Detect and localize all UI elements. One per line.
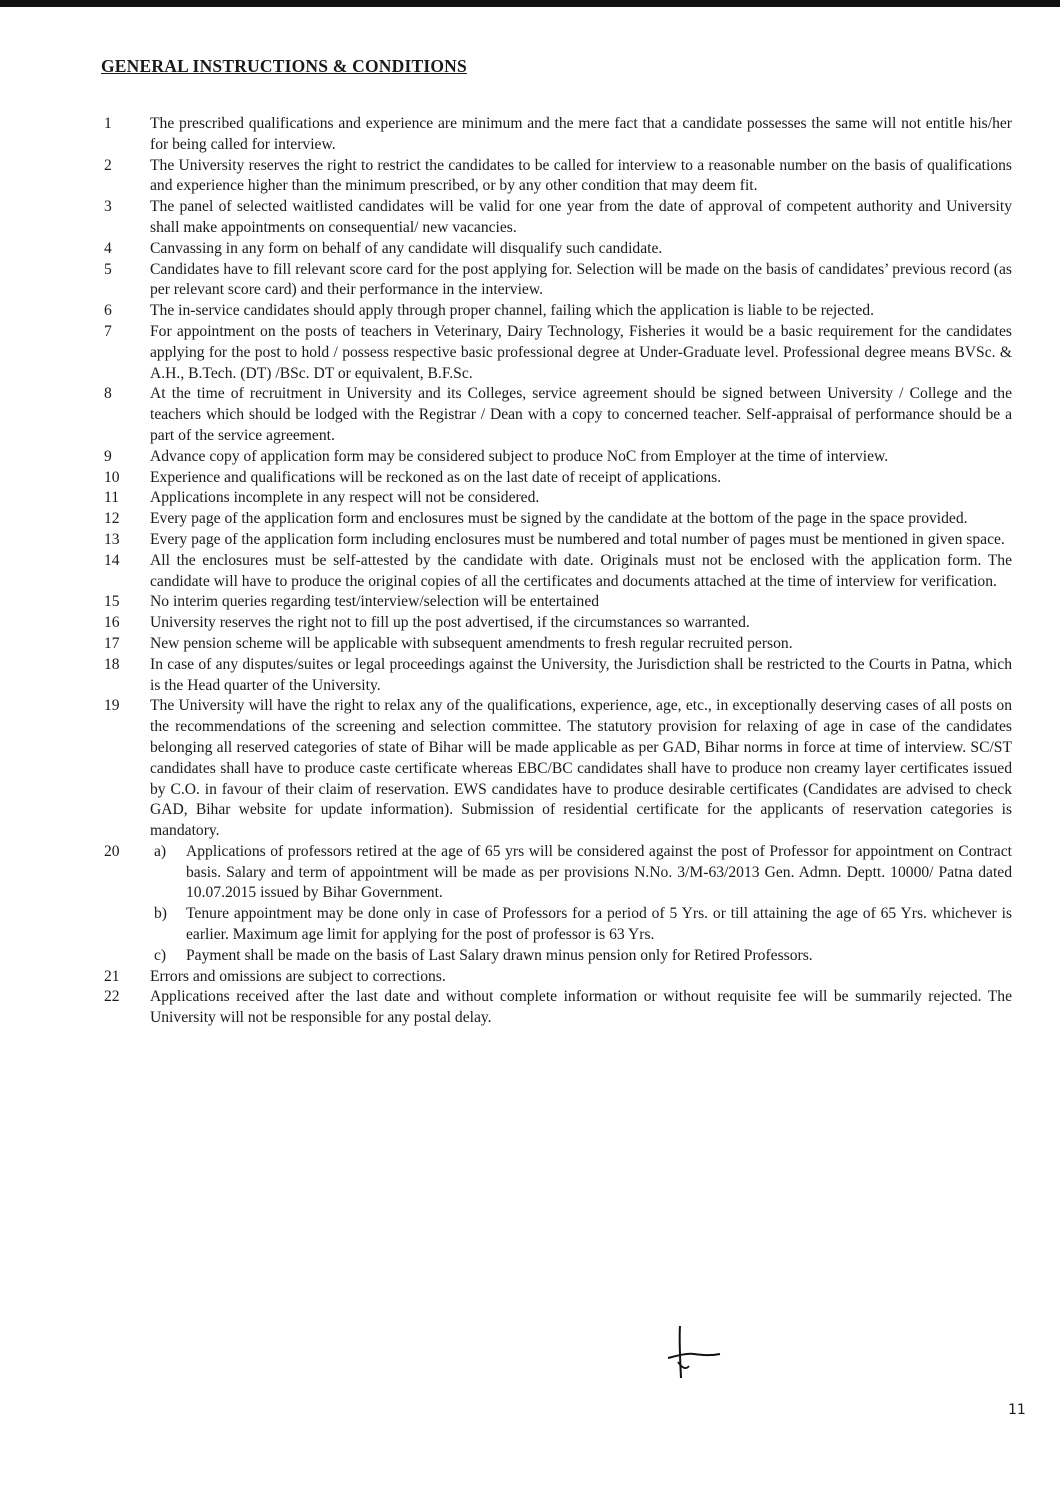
item-text: At the time of recruitment in University and its Colleges, service agreement should be signed between University / College and the teachers which should be lodged with the Registrar / Dean with a copy to concerned teacher. Self-appraisal of performance should be a part of the service agreement.	[150, 385, 1012, 444]
item-text: New pension scheme will be applicable with subsequent amendments to fresh regular recruited person.	[150, 634, 793, 652]
item-number: 16	[104, 614, 120, 632]
item-text: Errors and omissions are subject to corrections.	[150, 967, 446, 985]
list-item	[104, 197, 1012, 239]
list-item	[104, 987, 1012, 1029]
list-item	[104, 967, 1012, 988]
item-text: The prescribed qualifications and experience are minimum and the mere fact that a candidate possesses the same will not entitle his/her for being called for interview.	[150, 115, 1012, 153]
list-item	[104, 322, 1012, 384]
list-item	[104, 260, 1012, 302]
subitem-letter: c)	[154, 946, 167, 964]
item-text: Applications incomplete in any respect will not be considered.	[150, 489, 540, 507]
subitem	[150, 946, 1012, 967]
list-item	[104, 468, 1012, 489]
list-item	[104, 509, 1012, 530]
item-number: 20	[104, 842, 120, 860]
page-number: 11	[1008, 1402, 1026, 1418]
list-item	[104, 592, 1012, 613]
list-item	[104, 530, 1012, 551]
list-item	[104, 842, 1012, 967]
subitem-letter: a)	[154, 842, 167, 860]
list-item	[104, 551, 1012, 593]
list-item	[104, 613, 1012, 634]
item-text: University reserves the right not to fill up the post advertised, if the circumstances so warranted.	[150, 614, 750, 632]
scan-top-edge	[0, 0, 1060, 7]
list-item	[104, 114, 1012, 156]
list-item	[104, 384, 1012, 446]
item-number: 19	[104, 697, 120, 715]
item-text: Experience and qualifications will be reckoned as on the last date of receipt of applications.	[150, 468, 722, 486]
list-item	[104, 696, 1012, 842]
list-item	[104, 634, 1012, 655]
item-number: 21	[104, 967, 120, 985]
item-text: For appointment on the posts of teachers in Veterinary, Dairy Technology, Fisheries it would be a basic requirement for the candidates applying for the post to hold / possess respective basic professional degree at Under-Graduate level. Professional degree means BVSc. & A.H., B.Tech. (DT) /BSc. DT or equivalent, B.F.Sc.	[150, 322, 1012, 382]
item-text: Canvassing in any form on behalf of any candidate will disqualify such candidate.	[150, 239, 663, 257]
item-number: 22	[104, 988, 120, 1006]
item-number: 13	[104, 530, 120, 548]
item-number: 3	[104, 198, 112, 216]
item-number: 8	[104, 385, 112, 403]
item-text: The in-service candidates should apply through proper channel, failing which the application is liable to be rejected.	[150, 302, 874, 320]
list-item	[104, 301, 1012, 322]
subitem	[150, 842, 1012, 904]
item-text: No interim queries regarding test/interview/selection will be entertained	[150, 593, 600, 611]
item-text: Advance copy of application form may be considered subject to produce NoC from Employer at the time of interview.	[150, 447, 889, 465]
list-item	[104, 655, 1012, 697]
list-item	[104, 239, 1012, 260]
item-number: 18	[104, 655, 120, 673]
item-number: 2	[104, 156, 112, 174]
item-number: 7	[104, 322, 112, 340]
item-text: In case of any disputes/suites or legal proceedings against the University, the Jurisdiction shall be restricted to the Courts in Patna, which is the Head quarter of the University.	[150, 655, 1012, 694]
list-item	[104, 488, 1012, 509]
item-number: 10	[104, 468, 120, 486]
item-text: The University reserves the right to restrict the candidates to be called for interview to a reasonable number on the basis of qualifications and experience higher than the minimum prescribed, or by any other condition that may deem fit.	[150, 156, 1012, 195]
subitem-text: Tenure appointment may be done only in case of Professors for a period of 5 Yrs. or till attaining the age of 65 Yrs. whichever is earlier. Maximum age limit for applying for the post of professor is 63 Yrs.	[186, 905, 1012, 944]
item-number: 1	[104, 115, 112, 132]
item-text: The University will have the right to relax any of the qualifications, experience, age, etc., in exceptionally deserving cases of all posts on the recommendations of the screening and selection committee. The statutory provision for relaxing of age in case of the candidates belonging all reserved categories of state of Bihar will be made applicable as per GAD, Bihar norms in force at time of interview. SC/ST candidates shall have to produce caste certificate whereas EBC/BC candidates shall have to produce non creamy layer certificates issued by C.O. in favour of their claim of reservation. EWS candidates have to produce desirable certificates (Candidates are advised to check GAD, Bihar website for update information). Submission of residential certificate for the applicants of reservation categories is mandatory.	[150, 697, 1012, 840]
item-text: Every page of the application form including enclosures must be numbered and total number of pages must be mentioned in given space.	[150, 530, 1005, 548]
item-number: 6	[104, 302, 112, 320]
item-number: 4	[104, 239, 112, 257]
item-text: The panel of selected waitlisted candidates will be valid for one year from the date of approval of competent authority and University shall make appointments on consequential/ new vacancies.	[150, 198, 1012, 236]
item-number: 11	[104, 489, 120, 507]
item-number: 9	[104, 447, 112, 465]
item-number: 5	[104, 260, 112, 278]
subitem-letter: b)	[154, 905, 167, 923]
item-number: 14	[104, 551, 120, 569]
instructions-list	[104, 114, 1012, 1029]
item-text: All the enclosures must be self-attested by the candidate with date. Originals must not be enclosed with the application form. The candidate will have to produce the original copies of all the certificates and documents attached at the time of interview for verification.	[150, 551, 1012, 590]
item-text: Applications received after the last date and without complete information or without requisite fee will be summarily rejected. The University will not be responsible for any postal delay.	[150, 988, 1012, 1027]
subitem	[150, 904, 1012, 946]
page-heading: GENERAL INSTRUCTIONS & CONDITIONS	[101, 56, 467, 76]
item-number: 12	[104, 510, 120, 528]
list-item	[104, 156, 1012, 198]
item-number: 15	[104, 593, 120, 611]
subitem-text: Payment shall be made on the basis of Last Salary drawn minus pension only for Retired Professors.	[186, 946, 813, 964]
item-text: Candidates have to fill relevant score card for the post applying for. Selection will be made on the basis of candidates’ previous record (as per relevant score card) and their performance in the interview.	[150, 260, 1012, 299]
subitem-text: Applications of professors retired at the age of 65 yrs will be considered against the post of Professor for appointment on Contract basis. Salary and term of appointment will be made as per provisions N.No. 3/M-63/2013 Gen. Admn. Deptt. 10000/ Patna dated 10.07.2015 issued by Bihar Government.	[186, 842, 1012, 902]
item-text: Every page of the application form and enclosures must be signed by the candidate at the bottom of the page in the space provided.	[150, 510, 968, 528]
item-number: 17	[104, 634, 120, 652]
list-item	[104, 447, 1012, 468]
item-subitems	[150, 842, 1012, 967]
signature-mark	[640, 1318, 740, 1388]
